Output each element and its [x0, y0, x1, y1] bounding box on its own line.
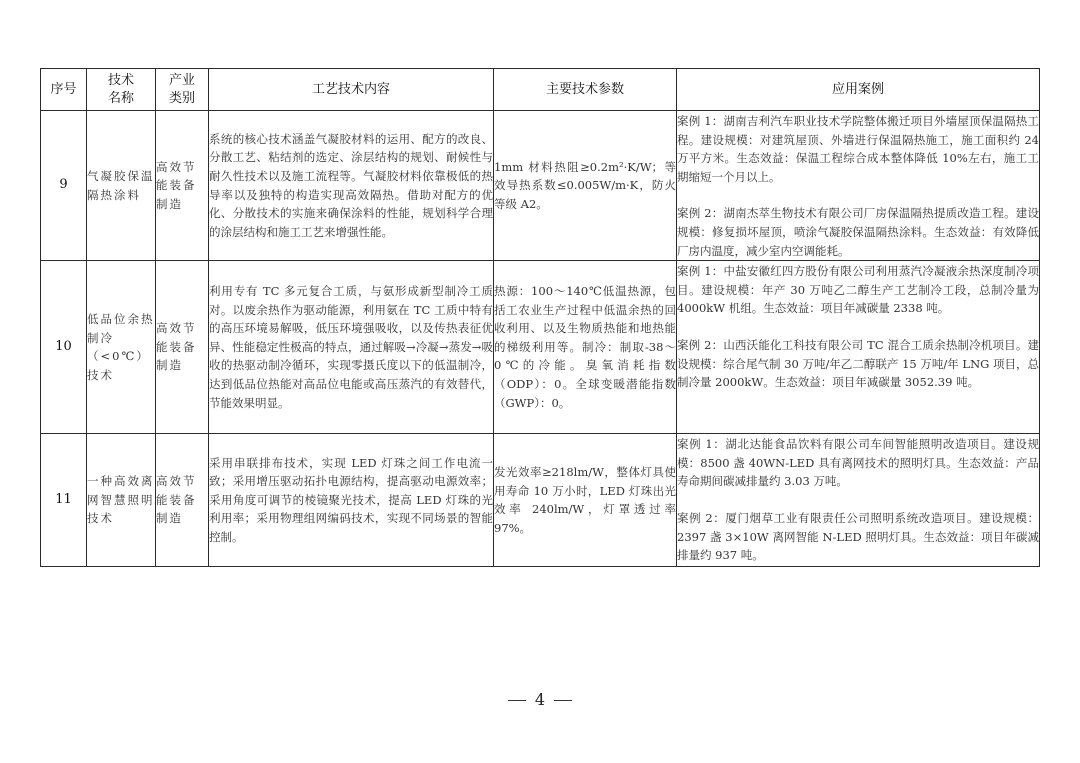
header-main-params: 主要技术参数	[494, 69, 677, 111]
tech-name: 一种高效离网智慧照明技术	[87, 434, 156, 567]
process-content: 采用串联排布技术，实现 LED 灯珠之间工作电流一致；采用增压驱动拓扑电源结构，提高驱动电源效率；采用角度可调节的棱镜聚光技术，提高 LED 灯珠的光利用率；采用物理组网编码技术，实现不同场景的智能控制。	[209, 434, 494, 567]
row-number: 11	[41, 434, 87, 567]
case-spacer	[677, 318, 1039, 336]
case-spacer	[677, 186, 1039, 204]
dash-left	[508, 700, 526, 701]
case-2: 案例 2：厦门烟草工业有限责任公司照明系统改造项目。建设规模：2397 盏 3×10W 离网智能 N-LED 照明灯具。生态效益：项目年碳减排量约 937 吨。	[677, 510, 1039, 563]
process-content: 系统的核心技术涵盖气凝胶材料的运用、配方的改良、分散工艺、粘结剂的选定、涂层结构的规划、耐候性与耐久性技术以及施工流程等。气凝胶材料依靠极低的热导率以及独特的构造实现高效隔热。借助对配方的优化、分散技术的实施来确保涂料的性能，规划科学合理的涂层结构和施工工艺来增强性能。	[209, 111, 494, 261]
tech-name: 低品位余热制冷（<0℃）技术	[87, 261, 156, 434]
table-row	[41, 111, 1040, 261]
main-params: 发光效率≥218lm/W，整体灯具使用寿命 10 万小时，LED 灯珠出光效率 240lm/W，灯罩透过率 97%。	[494, 434, 677, 567]
tech-name: 气凝胶保温隔热涂料	[87, 111, 156, 261]
header-tech-name-line2: 名称	[107, 90, 134, 106]
header-tech-name-line1: 技术	[107, 72, 134, 88]
table-row	[41, 434, 1040, 567]
industry-category: 高效节能装备制造	[156, 434, 209, 567]
case-spacer	[677, 491, 1039, 509]
industry-category: 高效节能装备制造	[156, 261, 209, 434]
case-1: 案例 1：湖南吉利汽车职业技术学院整体搬迁项目外墙屋顶保温隔热工程。建设规模：对建筑屋顶、外墙进行保温隔热施工，施工面积约 24 万平方米。生态效益：保温工程综合成本整体降低 10%左右，施工工期缩短一个月以上。	[677, 114, 1039, 184]
row-number: 9	[41, 111, 87, 261]
row-number: 10	[41, 261, 87, 434]
header-no: 序号	[41, 69, 87, 111]
header-industry-category	[156, 69, 209, 111]
process-content: 利用专有 TC 多元复合工质，与氨形成新型制冷工质对。以废余热作为驱动能源，利用氨在 TC 工质中特有的高压环境易解吸，低压环境强吸收，以及传热表征优异、性能稳定性极高的特点，通过解吸→冷凝→蒸发→吸收的热驱动制冷循环，实现零摄氏度以下的低温制冷，达到低品位热能对高品位电能或高压蒸汽的有效替代，节能效果明显。	[209, 261, 494, 434]
technology-table	[40, 68, 1040, 567]
header-category-line1: 产业	[168, 72, 195, 88]
case-1: 案例 1：湖北达能食品饮料有限公司车间智能照明改造项目。建设规模：8500 盏 40WN-LED 具有离网技术的照明灯具。生态效益：产品寿命期间碳减排量约 3.03 万吨。	[677, 437, 1039, 489]
main-params: 1mm 材料热阻≥0.2m²·K/W；等效导热系数≤0.005W/m·K，防火等级 A2。	[494, 111, 677, 261]
application-cases	[677, 261, 1040, 434]
page-footer	[0, 690, 1080, 709]
application-cases	[677, 434, 1040, 567]
header-tech-name	[87, 69, 156, 111]
page-number: 4	[534, 690, 546, 709]
dash-right	[554, 700, 572, 701]
case-1: 案例 1：中盐安徽红四方股份有限公司利用蒸汽冷凝液余热深度制冷项目。建设规模：年产 30 万吨乙二醇生产工艺制冷工段，总制冷量为 4000kW 机组。生态效益：项目年减碳量 2338 吨。	[677, 264, 1039, 316]
table-row	[41, 261, 1040, 434]
header-process-content: 工艺技术内容	[209, 69, 494, 111]
main-params: 热源：100～140℃低温热源，包括工农业生产过程中低温余热的回收利用、以及生物质热能和地热能的梯级利用等。制冷：制取-38～0℃的冷能。臭氧消耗指数（ODP）：0。全球变暖潜能指数（GWP）：0。	[494, 261, 677, 434]
header-category-line2: 类别	[168, 90, 195, 106]
industry-category: 高效节能装备制造	[156, 111, 209, 261]
case-2: 案例 2：山西沃能化工科技有限公司 TC 混合工质余热制冷机项目。建设规模：综合尾气制 30 万吨/年乙二醇联产 15 万吨/年 LNG 项目，总制冷量 2000kW。生态效益：项目年减碳量 3052.39 吨。	[677, 337, 1039, 390]
header-application-cases: 应用案例	[677, 69, 1040, 111]
table-header-row	[41, 69, 1040, 111]
case-2: 案例 2：湖南杰萃生物技术有限公司厂房保温隔热提质改造工程。建设规模：修复损坏屋顶，喷涂气凝胶保温隔热涂料。生态效益：有效降低厂房内温度，减少室内空调能耗。	[677, 206, 1039, 258]
application-cases	[677, 111, 1040, 261]
